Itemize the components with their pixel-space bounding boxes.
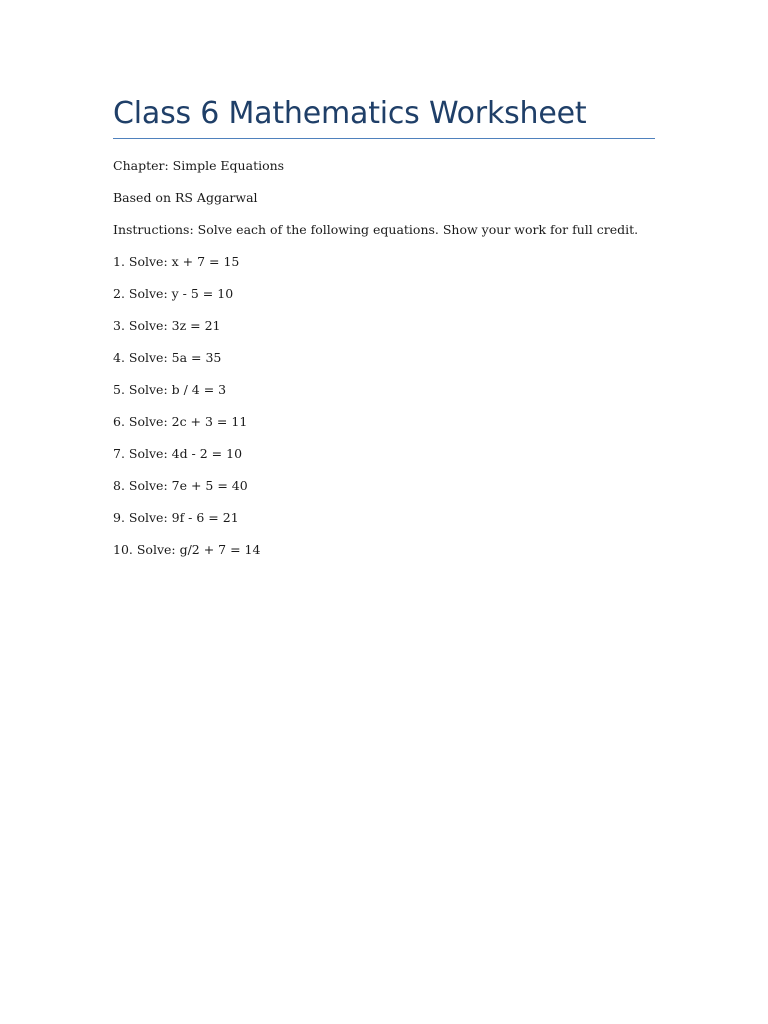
question-item: 7. Solve: 4d - 2 = 10 [113,446,243,461]
chapter-line: Chapter: Simple Equations [113,158,285,173]
question-item: 10. Solve: g/2 + 7 = 14 [113,542,261,557]
document-title: Class 6 Mathematics Worksheet [113,96,587,131]
document-body [113,158,655,574]
question-list [113,254,655,574]
question-item: 4. Solve: 5a = 35 [113,350,222,365]
question-item: 1. Solve: x + 7 = 15 [113,254,240,269]
instructions-line: Instructions: Solve each of the following equations. Show your work for full credit. [113,222,639,237]
source-line: Based on RS Aggarwal [113,190,258,205]
question-item: 9. Solve: 9f - 6 = 21 [113,510,239,525]
question-item: 5. Solve: b / 4 = 3 [113,382,227,397]
document-page [113,94,655,574]
question-item: 8. Solve: 7e + 5 = 40 [113,478,248,493]
question-item: 6. Solve: 2c + 3 = 11 [113,414,248,429]
title-underline [113,138,655,139]
question-item: 3. Solve: 3z = 21 [113,318,221,333]
question-item: 2. Solve: y - 5 = 10 [113,286,234,301]
